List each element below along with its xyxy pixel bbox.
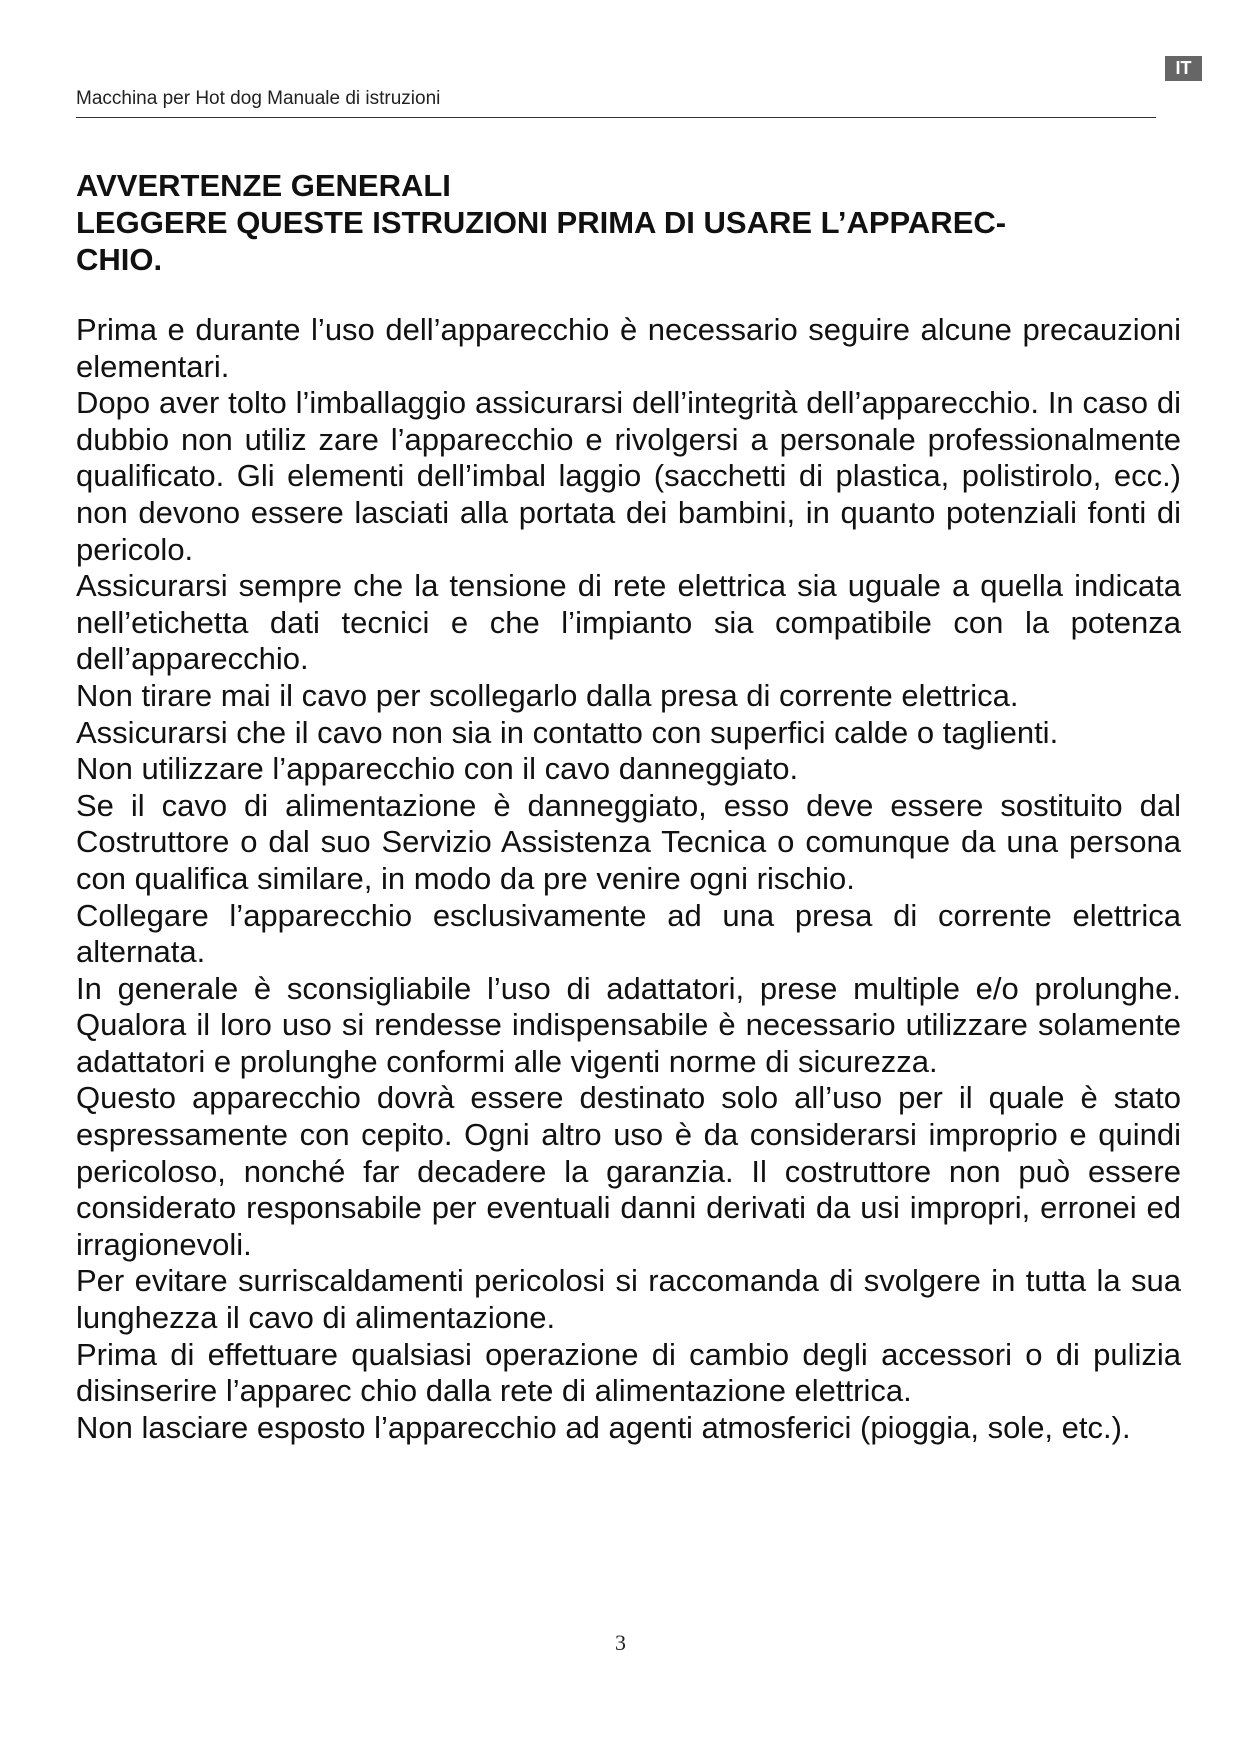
paragraph: Per evitare surriscaldamenti pericolosi si raccomanda di svolgere in tutta la sua lunghezza il cavo di alimentazione. <box>76 1263 1181 1336</box>
section-heading <box>76 167 1166 278</box>
paragraph: Dopo aver tolto l’imballaggio assicurarsi dell’integrità dell’apparecchio. In caso di dubbio non utiliz zare l’apparecchio e rivolgersi a personale professionalmente qualificato. Gli elementi dell’imbal laggio (sacchetti di plastica, polistirolo, ecc.) non devono essere lasciati alla portata dei bambini, in quanto potenziali fonti di pericolo. <box>76 385 1181 567</box>
paragraph: In generale è sconsigliabile l’uso di adattatori, prese multiple e/o prolunghe. Qualora il loro uso si rendesse indispensabile è necessario utilizzare solamente adattatori e prolunghe conformi alle vigenti norme di sicurezza. <box>76 970 1181 1079</box>
paragraph: Non utilizzare l’apparecchio con il cavo danneggiato. <box>76 751 799 787</box>
paragraph: Assicurarsi sempre che la tensione di rete elettrica sia uguale a quella indicata nell’etichetta dati tecnici e che l’impianto sia compatibile con la potenza dell’apparecchio. <box>76 568 1181 677</box>
heading-line-3: CHIO. <box>76 242 163 277</box>
paragraph: Prima di effettuare qualsiasi operazione di cambio degli accessori o di pulizia disinserire l’apparec chio dalla rete di alimentazione elettrica. <box>76 1336 1181 1409</box>
paragraph: Non lasciare esposto l’apparecchio ad agenti atmosferici (pioggia, sole, etc.). <box>76 1409 1131 1445</box>
paragraph: Prima e durante l’uso dell’apparecchio è necessario seguire alcune precauzioni elementari. <box>76 312 1181 384</box>
header-divider <box>76 117 1156 118</box>
paragraph: Collegare l’apparecchio esclusivamente ad una presa di corrente elettrica alternata. <box>76 897 1181 970</box>
running-header-title: Macchina per Hot dog Manuale di istruzioni <box>76 88 441 109</box>
paragraph: Assicurarsi che il cavo non sia in contatto con superfici calde o taglienti. <box>76 714 1059 750</box>
warnings-body <box>76 312 1181 1446</box>
paragraph: Non tirare mai il cavo per scollegarlo dalla presa di corrente elettrica. <box>76 677 1019 713</box>
language-badge: IT <box>1165 56 1202 81</box>
page-number: 3 <box>615 1630 626 1655</box>
paragraph: Se il cavo di alimentazione è danneggiato, esso deve essere sostituito dal Costruttore o dal suo Servizio Assistenza Tecnica o comunque da una persona con qualifica similare, in modo da pre venire ogni rischio. <box>76 787 1181 896</box>
paragraph: Questo apparecchio dovrà essere destinato solo all’uso per il quale è stato espressamente con cepito. Ogni altro uso è da considerarsi improprio e quindi pericoloso, nonché far decadere la garanzia. Il costruttore non può essere considerato responsabile per eventuali danni derivati da usi impropri, erronei ed irragionevoli. <box>76 1080 1181 1262</box>
heading-line-2: LEGGERE QUESTE ISTRUZIONI PRIMA DI USARE L’APPAREC- <box>76 205 1007 240</box>
heading-line-1: AVVERTENZE GENERALI <box>76 168 451 203</box>
